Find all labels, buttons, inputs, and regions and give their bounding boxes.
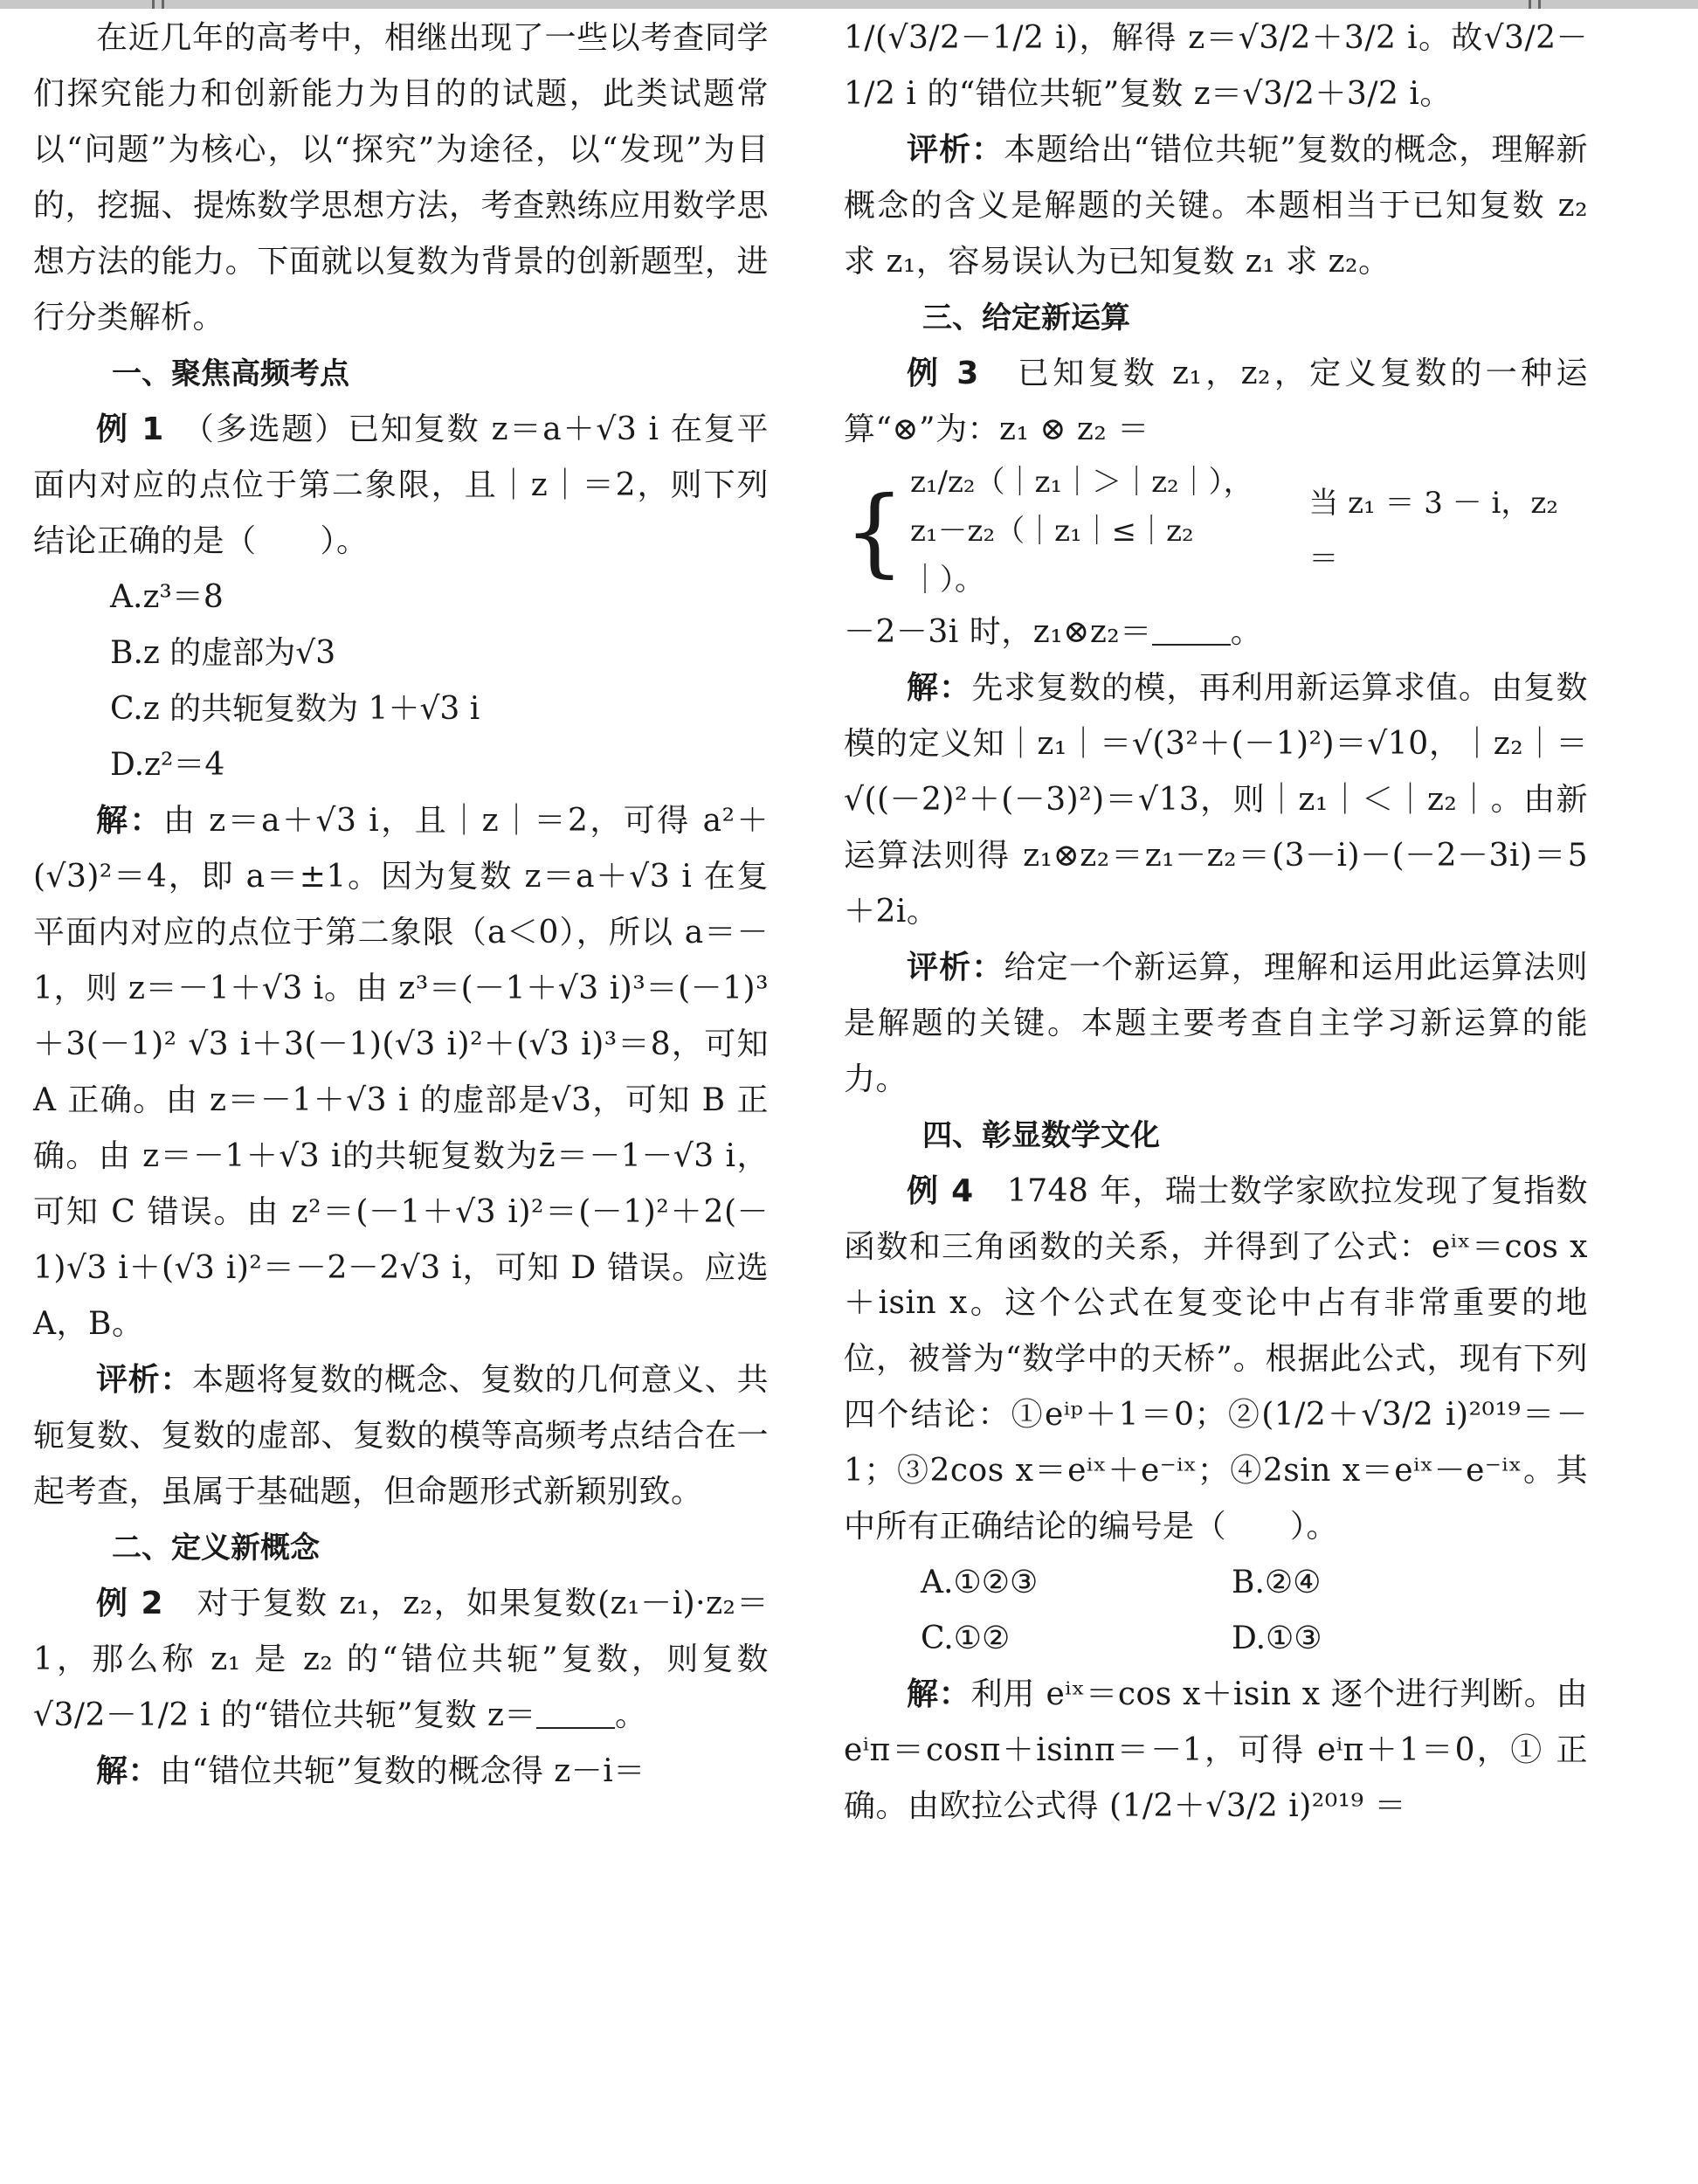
solution-label: 解： [907, 1676, 971, 1712]
solution-label: 解： [96, 803, 163, 839]
answer-blank [536, 1696, 615, 1729]
piecewise-case-2: z₁－z₂（｜z₁｜≤｜z₂｜）。 [910, 514, 1194, 598]
option-d: D.①③ [1232, 1621, 1322, 1656]
example-3-text: 已知复数 z₁，z₂，定义复数的一种运算“⊗”为：z₁ ⊗ z₂ ＝ [844, 356, 1588, 447]
section-heading-4: 四、彰显数学文化 [922, 1118, 1160, 1153]
example-2-text: 对于复数 z₁，z₂，如果复数(z₁－i)·z₂＝1，那么称 z₁ 是 z₂ 的“错位共轭”复数，则复数√3/2－1/2 i 的“错位共轭”复数 z＝ [33, 1586, 769, 1733]
option-b: B.z 的虚部为√3 [110, 635, 336, 671]
example-1-solution [33, 793, 769, 1352]
example-4-text: 1748 年，瑞士数学家欧拉发现了复指数函数和三角函数的关系，并得到了公式：eⁱˣ＝cos x＋isin x。这个公式在复变论中占有非常重要的地位，被誉为“数学中的天桥”。根据此公式，现有下列四个结论：①eⁱᵖ＋1＝0；②(1/2＋√3/2 i)²⁰¹⁹＝－1；③2cos x＝eⁱˣ＋e⁻ⁱˣ；④2sin x＝eⁱˣ－e⁻ⁱˣ。其中所有正确结论的编号是（ ）。 [844, 1173, 1588, 1545]
analysis-text: 给定一个新运算，理解和运用此运算法则是解题的关键。本题主要考查自主学习新运算的能力。 [844, 950, 1588, 1097]
example-1-analysis [33, 1352, 769, 1520]
border-ornament-icon [1529, 0, 1541, 9]
border-ornament-icon [152, 0, 164, 9]
example-4-question [844, 1164, 1588, 1555]
example-2-solution-cont: 1/(√3/2－1/2 i)，解得 z＝√3/2＋3/2 i。故√3/2－1/2 i 的“错位共轭”复数 z＝√3/2＋3/2 i。 [844, 20, 1588, 112]
brace-icon: { [844, 475, 905, 587]
analysis-label: 评析： [907, 950, 1004, 985]
analysis-label: 评析： [96, 1362, 193, 1398]
solution-label: 解： [907, 670, 972, 706]
option-row [844, 1555, 1588, 1611]
example-2-solution-start [33, 1744, 769, 1800]
option-c: C.①② [921, 1621, 1011, 1656]
sentence-end: 。 [614, 1697, 647, 1733]
section-heading-1: 一、聚焦高频考点 [112, 356, 349, 391]
example-1-text: （多选题）已知复数 z＝a＋√3 i 在复平面内对应的点位于第二象限，且｜z｜＝2，则下列结论正确的是（ ）。 [33, 411, 769, 559]
example-label: 例 3 [907, 356, 979, 391]
right-column [844, 10, 1588, 1835]
example-label: 例 4 [907, 1173, 974, 1209]
top-border [0, 0, 1698, 9]
section-heading-2: 二、定义新概念 [112, 1531, 320, 1565]
analysis-label: 评析： [907, 132, 1004, 168]
section-heading-3: 三、给定新运算 [922, 301, 1130, 335]
example-1-question [33, 402, 769, 570]
example-3-solution [844, 660, 1588, 940]
sentence-end: 。 [1230, 614, 1263, 650]
option-d: D.z²＝4 [110, 747, 225, 783]
example-2-analysis [844, 122, 1588, 290]
example-3-tail-text: －2－3i 时，z₁⊗z₂＝ [844, 614, 1152, 650]
example-3-question [844, 346, 1588, 458]
solution-text: 由 z＝a＋√3 i，且｜z｜＝2，可得 a²＋(√3)²＝4，即 a＝±1。因为复数 z＝a＋√3 i 在复平面内对应的点位于第二象限（a＜0），所以 a＝－1，则 z＝－1＋√3 i。由 z³＝(－1＋√3 i)³＝(－1)³＋3(－1)² √3 i＋3(－1)(√3 i)²＋(√3 i)³＝8，可知 A 正确。由 z＝－1＋√3 i 的虚部是√3，可知 B 正确。由 z＝－1＋√3 i的共轭复数为z̄＝－1－√3 i，可知 C 错误。由 z²＝(－1＋√3 i)²＝(－1)²＋2(－1)√3 i＋(√3 i)²＝－2－2√3 i，可知 D 错误。应选 A，B。 [33, 803, 769, 1342]
option-b: B.②④ [1232, 1565, 1322, 1600]
example-3-analysis [844, 940, 1588, 1108]
left-column [33, 10, 769, 1800]
option-row [844, 1611, 1588, 1667]
example-4-solution [844, 1667, 1588, 1835]
option-a: A.①②③ [921, 1565, 1039, 1600]
example-3-tail [844, 605, 1588, 660]
option-a: A.z³＝8 [110, 579, 224, 615]
example-3-condition: 当 z₁ ＝ 3 － i，z₂ ＝ [1308, 486, 1558, 577]
example-label: 例 2 [96, 1586, 164, 1621]
intro-paragraph: 在近几年的高考中，相继出现了一些以考查同学们探究能力和创新能力为目的的试题，此类试题常以“问题”为核心，以“探究”为途径，以“发现”为目的，挖掘、提炼数学思想方法，考查熟练应用数学思想方法的能力。下面就以复数为背景的创新题型，进行分类解析。 [33, 20, 769, 335]
solution-label: 解： [96, 1753, 161, 1789]
piecewise-definition [844, 458, 1588, 605]
solution-text: 先求复数的模，再利用新运算求值。由复数模的定义知｜z₁｜＝√(3²＋(－1)²)＝√10，｜z₂｜＝√((－2)²＋(－3)²)＝√13，则｜z₁｜＜｜z₂｜。由新运算法则得 z₁⊗z₂＝z₁－z₂＝(3－i)－(－2－3i)＝5＋2i。 [844, 670, 1588, 930]
piecewise-case-1: z₁/z₂（｜z₁｜＞｜z₂｜）， [910, 465, 1253, 500]
example-2-question [33, 1576, 769, 1744]
analysis-text: 本题给出“错位共轭”复数的概念，理解新概念的含义是解题的关键。本题相当于已知复数 z₂ 求 z₁，容易误认为已知复数 z₁ 求 z₂。 [844, 132, 1588, 280]
example-label: 例 1 [96, 411, 164, 447]
solution-text: 利用 eⁱˣ＝cos x＋isin x 逐个进行判断。由 eⁱπ＝cosπ＋isinπ＝－1，可得 eⁱπ＋1＝0，① 正确。由欧拉公式得 (1/2＋√3/2 i)²⁰¹⁹ ＝ [844, 1676, 1588, 1824]
option-c: C.z 的共轭复数为 1＋√3 i [110, 691, 480, 727]
analysis-text: 本题将复数的概念、复数的几何意义、共轭复数、复数的虚部、复数的模等高频考点结合在一起考查，虽属于基础题，但命题形式新颖别致。 [33, 1362, 769, 1510]
solution-text: 由“错位共轭”复数的概念得 z－i＝ [160, 1753, 645, 1789]
answer-blank [1152, 612, 1231, 646]
